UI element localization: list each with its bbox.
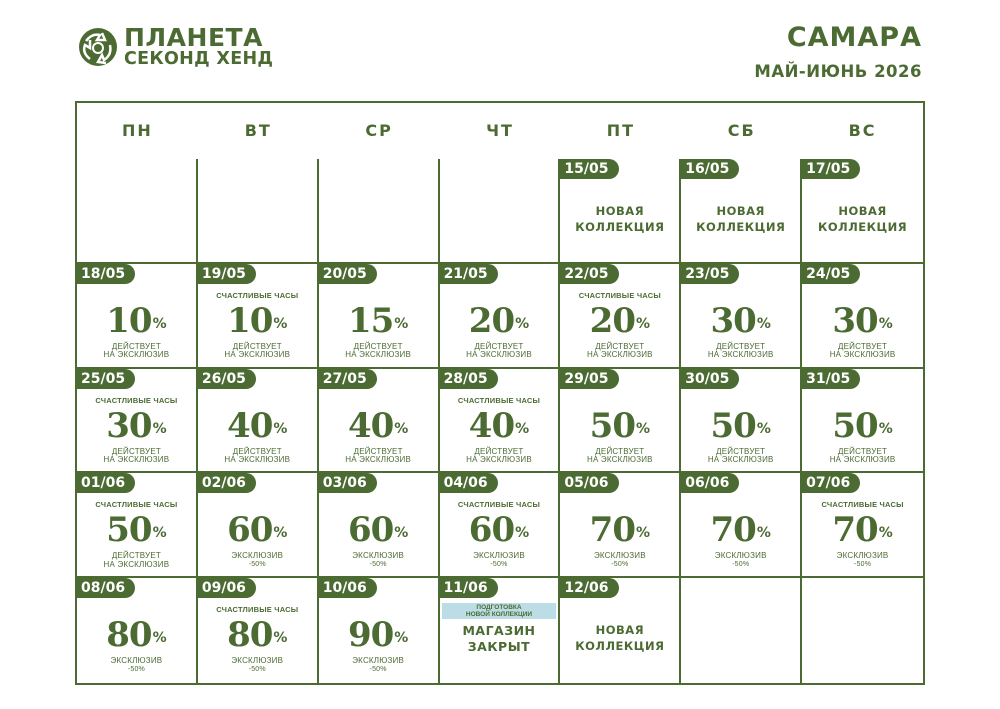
- discount-note-line1: ДЕЙСТВУЕТ: [353, 446, 403, 456]
- discount-note-line2: НА ЭКСКЛЮЗИВ: [224, 350, 291, 360]
- percent-sign: %: [273, 420, 288, 437]
- collection-line2: КОЛЛЕКЦИЯ: [817, 220, 908, 234]
- discount-number: 60: [347, 510, 394, 551]
- happy-hours-label: СЧАСТЛИВЫЕ ЧАСЫ: [216, 290, 299, 300]
- date-badge: 03/06: [319, 473, 377, 493]
- calendar-cell: [681, 264, 802, 369]
- discount-number: 15: [347, 300, 394, 341]
- calendar-cell: [560, 159, 681, 264]
- date-badge: 24/05: [802, 264, 860, 284]
- weekday-label: ПН: [122, 121, 153, 140]
- discount-value: [319, 407, 438, 445]
- calendar-cell: [440, 578, 561, 683]
- discount-note-line1: ДЕЙСТВУЕТ: [474, 341, 524, 351]
- discount-note-line1: ДЕЙСТВУЕТ: [111, 551, 161, 561]
- collection-line1: НОВАЯ: [838, 204, 887, 218]
- new-collection-label: [560, 622, 679, 654]
- happy-hours-label: СЧАСТЛИВЫЕ ЧАСЫ: [578, 290, 661, 300]
- collection-line2: КОЛЛЕКЦИЯ: [696, 220, 786, 234]
- discount-note-line1: ДЕЙСТВУЕТ: [595, 446, 645, 456]
- calendar-cell: [319, 578, 440, 683]
- discount-note-line1: ДЕЙСТВУЕТ: [353, 341, 403, 351]
- percent-sign: %: [756, 315, 771, 332]
- percent-sign: %: [756, 525, 771, 542]
- discount-note-line2: НА ЭКСКЛЮЗИВ: [466, 455, 532, 465]
- calendar-cell: [198, 369, 319, 474]
- percent-sign: %: [756, 420, 771, 437]
- discount-value: [77, 407, 196, 445]
- discount-note: [681, 552, 800, 569]
- discount-number: 50: [710, 405, 756, 446]
- discount-note-line2: НА ЭКСКЛЮЗИВ: [345, 350, 411, 360]
- discount-note: [77, 552, 196, 569]
- date-badge: 18/05: [77, 264, 135, 284]
- discount-note-line2: НА ЭКСКЛЮЗИВ: [466, 350, 532, 360]
- logo: [76, 23, 273, 71]
- discount-note-line2: -50%: [369, 665, 387, 673]
- date-badge: 29/05: [560, 369, 618, 389]
- date-badge: 28/05: [440, 369, 498, 389]
- discount-note-line2: НА ЭКСКЛЮЗИВ: [345, 455, 411, 465]
- percent-sign: %: [878, 525, 893, 542]
- calendar-cell-empty: [77, 159, 198, 264]
- calendar-cell-empty: [440, 159, 561, 264]
- discount-number: 40: [347, 405, 394, 446]
- closed-line1: МАГАЗИН: [462, 623, 536, 639]
- discount-note-line1: ЭКСКЛЮЗИВ: [836, 551, 889, 561]
- discount-note: [319, 657, 438, 674]
- discount-value: [198, 302, 317, 340]
- date-badge: 26/05: [198, 369, 256, 389]
- date-badge: 08/06: [77, 578, 135, 598]
- date-badge: 11/06: [440, 578, 498, 598]
- discount-value: [198, 511, 317, 549]
- discount-value: [681, 407, 800, 445]
- calendar-cell: [77, 369, 198, 474]
- discount-note-line1: ЭКСКЛЮЗИВ: [231, 656, 284, 666]
- banner-line2: НОВОЙ КОЛЛЕКЦИИ: [465, 611, 533, 619]
- date-badge: 06/06: [681, 473, 739, 493]
- discount-number: 80: [106, 615, 152, 656]
- discount-note-line2: НА ЭКСКЛЮЗИВ: [829, 455, 896, 465]
- discount-value: [77, 511, 196, 549]
- calendar-cell: [560, 578, 681, 683]
- percent-sign: %: [878, 420, 893, 437]
- collection-line1: НОВАЯ: [595, 623, 645, 638]
- percent-sign: %: [394, 420, 409, 437]
- discount-number: 40: [468, 405, 515, 446]
- discount-note-line2: НА ЭКСКЛЮЗИВ: [829, 350, 896, 360]
- discount-note-line2: НА ЭКСКЛЮЗИВ: [707, 455, 774, 465]
- discount-value: [319, 302, 438, 340]
- discount-note-line1: ДЕЙСТВУЕТ: [716, 446, 766, 456]
- discount-value: [802, 302, 923, 340]
- discount-note: [681, 448, 800, 465]
- calendar-cell: [77, 264, 198, 369]
- discount-number: 30: [106, 405, 152, 446]
- date-badge: 01/06: [77, 473, 135, 493]
- percent-sign: %: [273, 525, 288, 542]
- discount-note: [319, 552, 438, 569]
- discount-value: [681, 511, 800, 549]
- discount-value: [560, 511, 679, 549]
- date-badge: 23/05: [681, 264, 739, 284]
- discount-note-line2: -50%: [853, 560, 872, 568]
- discount-note-line1: ЭКСКЛЮЗИВ: [352, 656, 405, 666]
- discount-number: 20: [589, 300, 635, 341]
- discount-number: 80: [227, 615, 273, 656]
- banner-line1: ПОДГОТОВКА: [476, 604, 522, 612]
- calendar-cell: [319, 473, 440, 578]
- date-badge: 09/06: [198, 578, 256, 598]
- discount-note-line1: ДЕЙСТВУЕТ: [838, 341, 888, 351]
- calendar-cell: [802, 264, 923, 369]
- city-title: САМАРА: [786, 22, 922, 53]
- discount-value: [560, 407, 679, 445]
- date-badge: 15/05: [560, 159, 618, 179]
- discount-note-line2: НА ЭКСКЛЮЗИВ: [707, 350, 774, 360]
- discount-note-line1: ДЕЙСТВУЕТ: [595, 341, 645, 351]
- discount-note: [198, 343, 317, 360]
- discount-number: 70: [710, 510, 756, 551]
- percent-sign: %: [394, 315, 409, 332]
- logo-subtitle: СЕКОНД ХЕНД: [124, 49, 274, 70]
- calendar-cell: [681, 369, 802, 474]
- discount-note-line2: -50%: [490, 560, 508, 568]
- discount-number: 70: [589, 510, 635, 551]
- percent-sign: %: [878, 315, 893, 332]
- new-collection-label: [560, 203, 679, 235]
- discount-number: 30: [832, 300, 878, 341]
- discount-value: [77, 302, 196, 340]
- closed-line2: ЗАКРЫТ: [467, 639, 531, 655]
- discount-note-line1: ДЕЙСТВУЕТ: [232, 341, 282, 351]
- date-badge: 22/05: [560, 264, 618, 284]
- discount-note-line1: ЭКСКЛЮЗИВ: [352, 551, 405, 561]
- discount-number: 20: [468, 300, 515, 341]
- discount-value: [440, 407, 559, 445]
- discount-value: [198, 407, 317, 445]
- discount-note-line1: ЭКСКЛЮЗИВ: [593, 551, 646, 561]
- calendar-cell: [560, 473, 681, 578]
- weekday-header: [77, 103, 923, 161]
- calendar-cell: [440, 473, 561, 578]
- discount-note: [681, 343, 800, 360]
- percent-sign: %: [152, 525, 167, 542]
- store-closed-label: [440, 623, 559, 655]
- date-badge: 10/06: [319, 578, 377, 598]
- discount-value: [560, 302, 679, 340]
- discount-note: [802, 343, 923, 360]
- discount-number: 50: [106, 510, 152, 551]
- discount-note-line2: -50%: [248, 560, 266, 568]
- calendar-cell: [198, 578, 319, 683]
- discount-note: [440, 448, 559, 465]
- calendar-cell: [681, 473, 802, 578]
- discount-note-line1: ДЕЙСТВУЕТ: [474, 446, 524, 456]
- weekday-label: ВС: [848, 121, 877, 140]
- discount-number: 60: [227, 510, 273, 551]
- discount-note: [319, 343, 438, 360]
- weekday-label: ВТ: [244, 121, 272, 140]
- discount-note: [560, 552, 679, 569]
- date-badge: 12/06: [560, 578, 618, 598]
- discount-note: [77, 448, 196, 465]
- date-badge: 05/06: [560, 473, 618, 493]
- discount-note-line2: -50%: [248, 665, 266, 673]
- date-badge: 25/05: [77, 369, 135, 389]
- date-badge: 27/05: [319, 369, 377, 389]
- weekday-label: ЧТ: [486, 121, 514, 140]
- discount-note-line2: НА ЭКСКЛЮЗИВ: [103, 455, 170, 465]
- discount-number: 40: [227, 405, 273, 446]
- percent-sign: %: [515, 525, 530, 542]
- percent-sign: %: [635, 525, 651, 542]
- calendar-cell-empty: [681, 578, 802, 683]
- calendar: [75, 101, 925, 685]
- happy-hours-label: СЧАСТЛИВЫЕ ЧАСЫ: [821, 500, 904, 510]
- percent-sign: %: [394, 630, 409, 647]
- calendar-cell: [198, 473, 319, 578]
- percent-sign: %: [152, 420, 167, 437]
- happy-hours-label: СЧАСТЛИВЫЕ ЧАСЫ: [95, 500, 178, 510]
- collection-line2: КОЛЛЕКЦИЯ: [575, 220, 665, 234]
- discount-value: [319, 616, 438, 654]
- happy-hours-label: СЧАСТЛИВЫЕ ЧАСЫ: [216, 605, 299, 615]
- date-badge: 21/05: [440, 264, 498, 284]
- discount-number: 90: [347, 615, 394, 656]
- percent-sign: %: [273, 630, 288, 647]
- discount-value: [198, 616, 317, 654]
- date-badge: 02/06: [198, 473, 256, 493]
- discount-note-line1: ДЕЙСТВУЕТ: [111, 341, 161, 351]
- calendar-cell: [440, 264, 561, 369]
- date-badge: 20/05: [319, 264, 377, 284]
- discount-number: 70: [832, 510, 878, 551]
- discount-note-line2: НА ЭКСКЛЮЗИВ: [103, 350, 170, 360]
- discount-note: [77, 657, 196, 674]
- collection-line1: НОВАЯ: [595, 204, 645, 218]
- discount-note-line1: ДЕЙСТВУЕТ: [232, 446, 282, 456]
- discount-note: [560, 448, 679, 465]
- discount-number: 60: [468, 510, 515, 551]
- calendar-cell: [77, 473, 198, 578]
- percent-sign: %: [394, 525, 409, 542]
- discount-note: [802, 552, 923, 569]
- date-badge: 16/05: [681, 159, 739, 179]
- discount-note: [198, 657, 317, 674]
- calendar-cell-empty: [802, 578, 923, 683]
- calendar-grid: [77, 159, 923, 683]
- percent-sign: %: [635, 315, 651, 332]
- happy-hours-label: СЧАСТЛИВЫЕ ЧАСЫ: [95, 395, 178, 405]
- discount-note-line2: НА ЭКСКЛЮЗИВ: [103, 559, 170, 569]
- discount-note-line1: ЭКСКЛЮЗИВ: [231, 551, 284, 561]
- discount-note-line2: -50%: [732, 560, 750, 568]
- calendar-cell: [560, 369, 681, 474]
- recycle-globe-icon: [76, 25, 120, 69]
- discount-value: [802, 407, 923, 445]
- discount-note: [77, 343, 196, 360]
- preparation-banner: [442, 603, 557, 619]
- weekday-label: ПТ: [606, 121, 636, 140]
- calendar-cell: [560, 264, 681, 369]
- discount-number: 10: [106, 300, 152, 341]
- percent-sign: %: [152, 315, 167, 332]
- percent-sign: %: [635, 420, 651, 437]
- calendar-cell: [319, 369, 440, 474]
- discount-note-line1: ЭКСКЛЮЗИВ: [473, 551, 525, 561]
- discount-note-line2: -50%: [611, 560, 629, 568]
- date-badge: 04/06: [440, 473, 498, 493]
- discount-value: [681, 302, 800, 340]
- discount-note: [198, 552, 317, 569]
- percent-sign: %: [152, 630, 167, 647]
- discount-number: 30: [710, 300, 756, 341]
- discount-note: [802, 448, 923, 465]
- weekday-label: СБ: [727, 121, 756, 140]
- calendar-cell: [802, 473, 923, 578]
- new-collection-label: [681, 203, 800, 235]
- collection-line2: КОЛЛЕКЦИЯ: [575, 639, 665, 654]
- date-badge: 07/06: [802, 473, 860, 493]
- calendar-cell: [802, 159, 923, 264]
- logo-title: ПЛАНЕТА: [124, 23, 263, 53]
- collection-line1: НОВАЯ: [716, 204, 765, 218]
- discount-note-line1: ДЕЙСТВУЕТ: [838, 446, 888, 456]
- discount-note-line1: ДЕЙСТВУЕТ: [716, 341, 766, 351]
- calendar-cell: [198, 264, 319, 369]
- percent-sign: %: [273, 315, 288, 332]
- calendar-cell: [681, 159, 802, 264]
- date-badge: 31/05: [802, 369, 860, 389]
- discount-number: 50: [832, 405, 878, 446]
- discount-note: [198, 448, 317, 465]
- percent-sign: %: [515, 315, 530, 332]
- happy-hours-label: СЧАСТЛИВЫЕ ЧАСЫ: [457, 395, 541, 405]
- new-collection-label: [802, 203, 923, 235]
- discount-note: [440, 343, 559, 360]
- discount-note-line1: ДЕЙСТВУЕТ: [111, 446, 161, 456]
- discount-note-line2: НА ЭКСКЛЮЗИВ: [586, 455, 653, 465]
- date-badge: 30/05: [681, 369, 739, 389]
- discount-note: [319, 448, 438, 465]
- discount-note-line2: -50%: [369, 560, 387, 568]
- discount-note-line1: ЭКСКЛЮЗИВ: [110, 656, 163, 666]
- calendar-cell: [77, 578, 198, 683]
- discount-value: [440, 511, 559, 549]
- discount-note-line2: -50%: [127, 665, 145, 673]
- date-badge: 19/05: [198, 264, 256, 284]
- discount-value: [802, 511, 923, 549]
- discount-value: [77, 616, 196, 654]
- discount-note: [440, 552, 559, 569]
- discount-number: 50: [589, 405, 635, 446]
- discount-note-line2: НА ЭКСКЛЮЗИВ: [224, 455, 291, 465]
- calendar-cell-empty: [198, 159, 319, 264]
- calendar-cell: [319, 264, 440, 369]
- calendar-cell: [440, 369, 561, 474]
- period-title: МАЙ-ИЮНЬ 2026: [754, 62, 922, 81]
- calendar-cell-empty: [319, 159, 440, 264]
- discount-note-line1: ЭКСКЛЮЗИВ: [714, 551, 767, 561]
- discount-note-line2: НА ЭКСКЛЮЗИВ: [586, 350, 653, 360]
- discount-note: [560, 343, 679, 360]
- discount-number: 10: [227, 300, 273, 341]
- discount-value: [319, 511, 438, 549]
- happy-hours-label: СЧАСТЛИВЫЕ ЧАСЫ: [457, 500, 541, 510]
- date-badge: 17/05: [802, 159, 860, 179]
- calendar-cell: [802, 369, 923, 474]
- percent-sign: %: [515, 420, 530, 437]
- discount-value: [440, 302, 559, 340]
- weekday-label: СР: [365, 121, 393, 140]
